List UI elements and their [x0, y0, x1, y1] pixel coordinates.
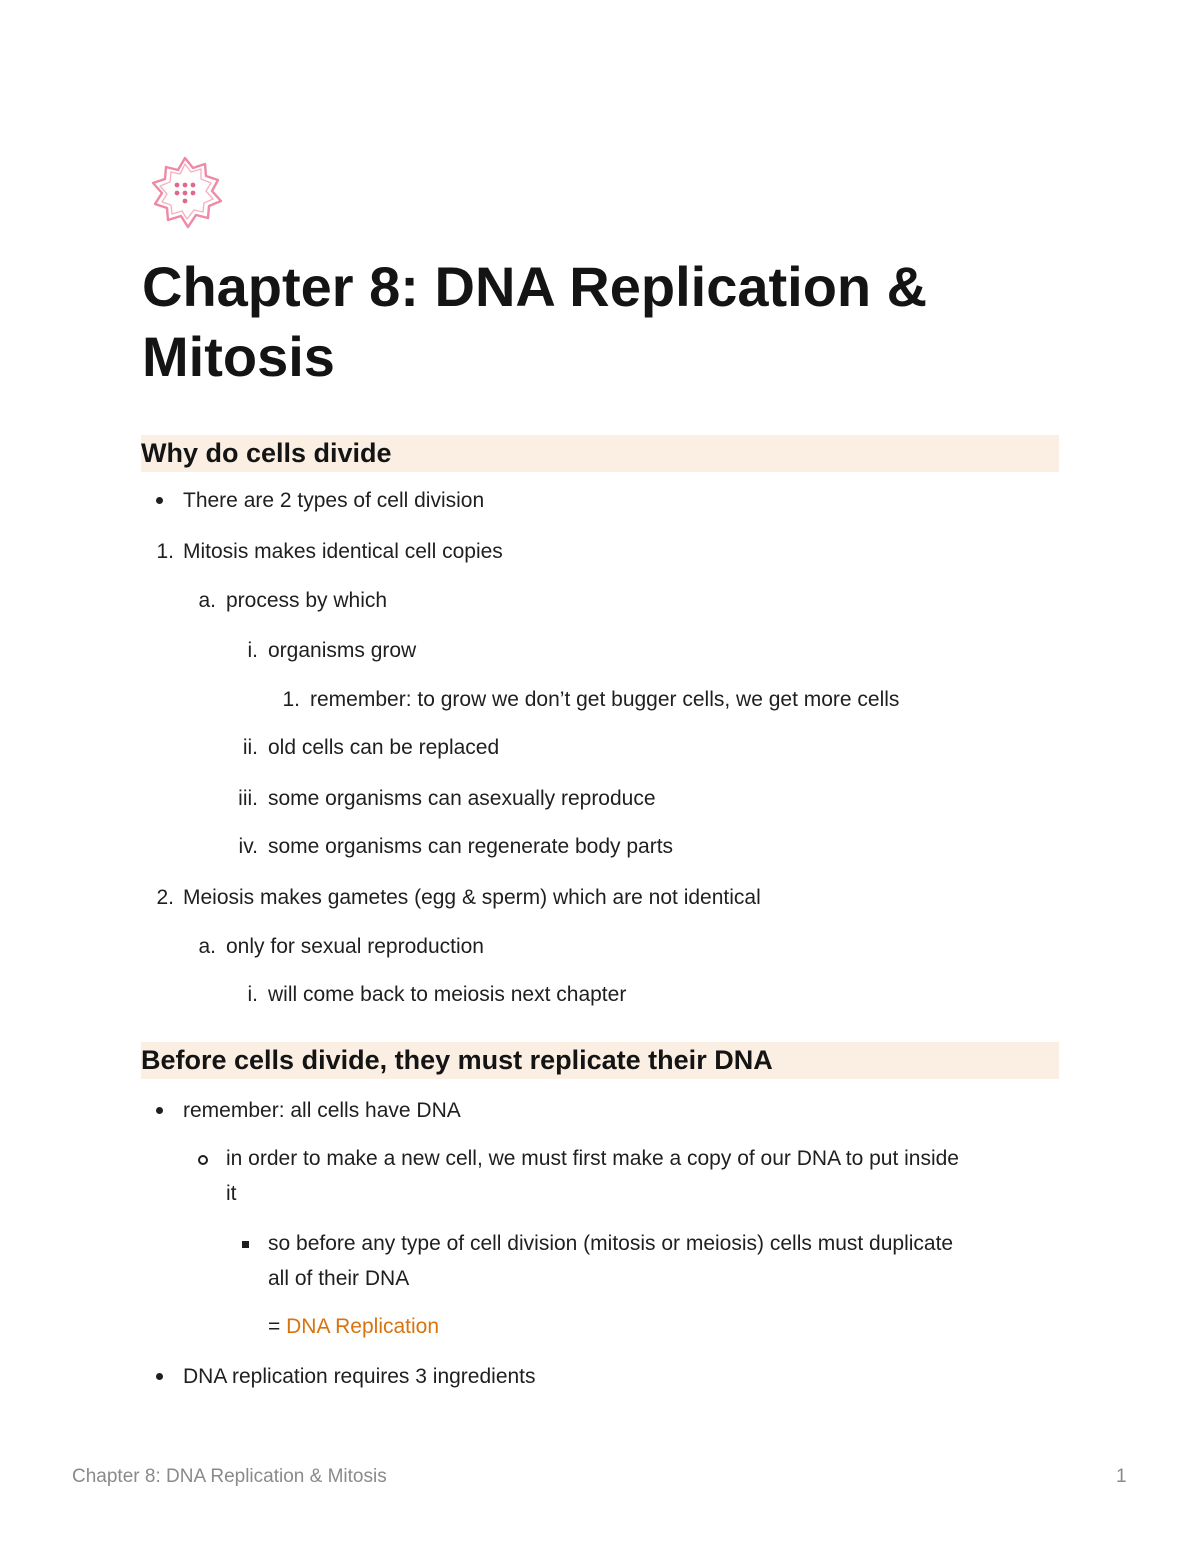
list-marker: i. — [247, 639, 258, 662]
equals-prefix: = — [268, 1315, 287, 1338]
list-item-continued: all of their DNA — [268, 1267, 410, 1290]
footer-title: Chapter 8: DNA Replication & Mitosis — [72, 1466, 387, 1487]
list-marker: ii. — [242, 736, 258, 759]
list-item-continued: it — [226, 1182, 237, 1205]
cherry-blossom-icon — [144, 154, 226, 232]
list-marker: iii. — [238, 787, 258, 810]
bullet-disc-icon — [156, 1107, 163, 1114]
list-marker: 2. — [156, 886, 174, 909]
list-item: organisms grow — [268, 639, 417, 662]
list-item: remember: all cells have DNA — [183, 1099, 461, 1122]
bullet-disc-icon — [156, 1373, 163, 1380]
bullet-square-icon — [242, 1241, 249, 1248]
list-item: Meiosis makes gametes (egg & sperm) which are not identical — [183, 886, 761, 909]
list-item: old cells can be replaced — [268, 736, 500, 759]
list-item: Mitosis makes identical cell copies — [183, 540, 503, 563]
list-marker: a. — [198, 935, 216, 958]
list-marker: a. — [198, 589, 216, 612]
highlight-dna-replication: DNA Replication — [286, 1315, 440, 1338]
list-marker: 1. — [282, 688, 300, 711]
list-marker: i. — [247, 983, 258, 1006]
list-item: some organisms can regenerate body parts — [268, 835, 674, 858]
list-marker: iv. — [238, 835, 258, 858]
bullet-circle-icon — [198, 1155, 208, 1165]
list-marker: 1. — [156, 540, 174, 563]
list-item: process by which — [226, 589, 388, 612]
list-item: in order to make a new cell, we must first make a copy of our DNA to put inside — [226, 1147, 959, 1170]
bullet-disc-icon — [156, 497, 163, 504]
section-heading-why-cells-divide: Why do cells divide — [141, 435, 1059, 472]
list-item: some organisms can asexually reproduce — [268, 787, 656, 810]
list-item: so before any type of cell division (mitosis or meiosis) cells must duplicate — [268, 1232, 954, 1255]
footer-page-number: 1 — [1116, 1466, 1127, 1487]
list-item: only for sexual reproduction — [226, 935, 484, 958]
section-heading-replicate-dna: Before cells divide, they must replicate their DNA — [141, 1042, 1059, 1079]
list-item: There are 2 types of cell division — [183, 489, 485, 512]
list-item: will come back to meiosis next chapter — [268, 983, 627, 1006]
list-item: DNA replication requires 3 ingredients — [183, 1365, 536, 1388]
list-item: remember: to grow we don’t get bugger cells, we get more cells — [310, 688, 900, 711]
list-item — [268, 1310, 439, 1344]
page-title: Chapter 8: DNA Replication & Mitosis — [142, 255, 928, 388]
